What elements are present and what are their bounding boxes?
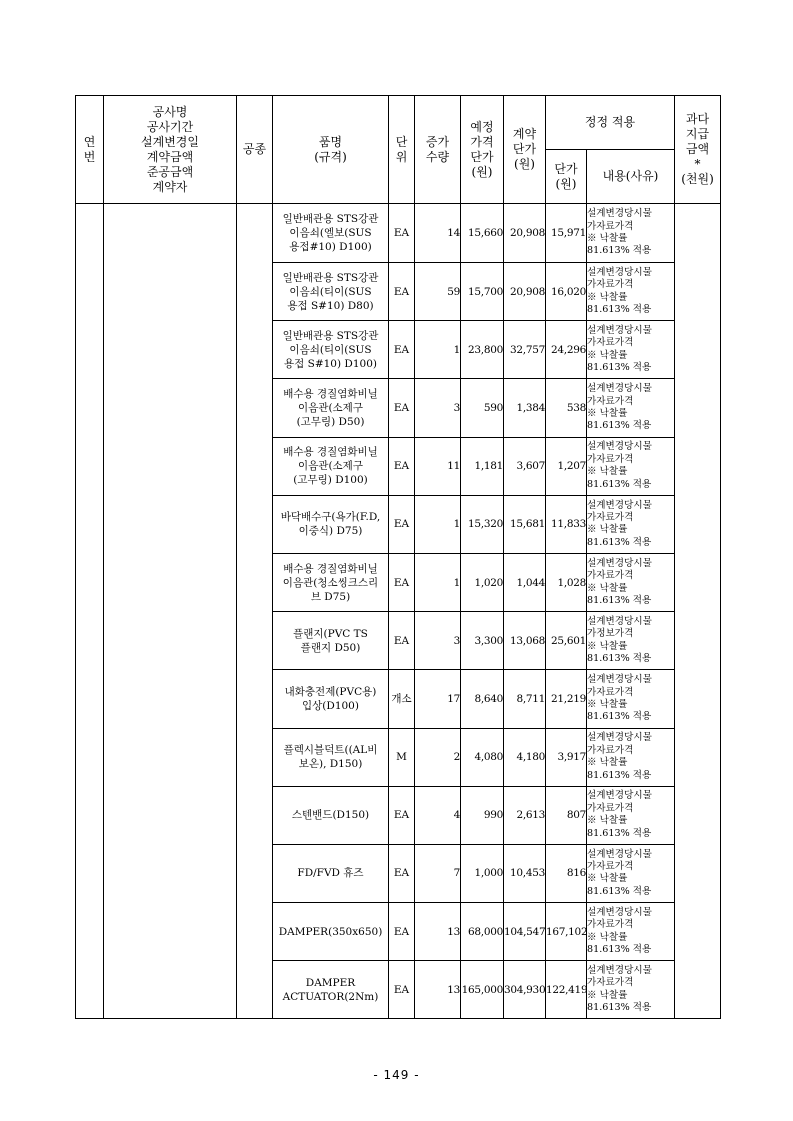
- cell-qty: 1: [415, 495, 461, 553]
- cell-adjusted-price: 122,419: [546, 961, 587, 1019]
- cell-item: 플랜지(PVC TS 플랜지 D50): [273, 612, 389, 670]
- cell-qty: 17: [415, 670, 461, 728]
- cell-item: 바닥배수구(욕가(F.D, 이중식) D75): [273, 495, 389, 553]
- cell-unit: EA: [389, 437, 415, 495]
- cell-qty: 14: [415, 204, 461, 263]
- cell-reason: 설계변경당시물 가자료가격 ※ 낙찰률 81.613% 적용: [587, 961, 675, 1019]
- cell-item: 배수용 경질염화비닐 이음관(청소씽크스리 브 D75): [273, 553, 389, 611]
- cell-est-price: 4,080: [461, 728, 504, 786]
- cell-unit: EA: [389, 786, 415, 844]
- page-number: - 149 -: [373, 1068, 420, 1082]
- cell-unit: EA: [389, 553, 415, 611]
- cell-unit: EA: [389, 495, 415, 553]
- cell-item: 배수용 경질염화비닐 이음관(소제구 (고무링) D100): [273, 437, 389, 495]
- cell-adjusted-price: 538: [546, 379, 587, 437]
- cell-reason: 설계변경당시물 가자료가격 ※ 낙찰률 81.613% 적용: [587, 670, 675, 728]
- header-item: 품명 (규격): [273, 96, 389, 204]
- cell-adjusted-price: 15,971: [546, 204, 587, 263]
- cell-reason: 설계변경당시물 가정보가격 ※ 낙찰률 81.613% 적용: [587, 612, 675, 670]
- cell-est-price: 8,640: [461, 670, 504, 728]
- header-work-type: 공종: [237, 96, 273, 204]
- cell-est-price: 23,800: [461, 321, 504, 379]
- cell-qty: 13: [415, 961, 461, 1019]
- cell-reason: 설계변경당시물 가자료가격 ※ 낙찰률 81.613% 적용: [587, 844, 675, 902]
- cell-unit: EA: [389, 612, 415, 670]
- cell-qty: 3: [415, 612, 461, 670]
- cell-contract-price: 32,757: [504, 321, 546, 379]
- cell-overpay: [675, 204, 721, 1019]
- cell-item: 내화충전제(PVC용) 입상(D100): [273, 670, 389, 728]
- cell-est-price: 1,181: [461, 437, 504, 495]
- cell-item: 스텐밴드(D150): [273, 786, 389, 844]
- cell-est-price: 15,320: [461, 495, 504, 553]
- cell-adjusted-price: 1,207: [546, 437, 587, 495]
- cell-contract-price: 2,613: [504, 786, 546, 844]
- header-adjust-unit-price: 단가 (원): [546, 150, 587, 204]
- header-est-unit-price: 예정 가격 단가 (원): [461, 96, 504, 204]
- cell-contract-price: 13,068: [504, 612, 546, 670]
- cell-unit: EA: [389, 263, 415, 321]
- cell-item: DAMPER(350x650): [273, 903, 389, 961]
- cell-qty: 59: [415, 263, 461, 321]
- cell-reason: 설계변경당시물 가자료가격 ※ 낙찰률 81.613% 적용: [587, 321, 675, 379]
- cell-qty: 4: [415, 786, 461, 844]
- cell-unit: EA: [389, 903, 415, 961]
- cell-unit: EA: [389, 961, 415, 1019]
- table-body: [76, 204, 721, 1019]
- header-no: 연 번: [76, 96, 104, 204]
- cell-qty: 3: [415, 379, 461, 437]
- header-unit: 단 위: [389, 96, 415, 204]
- cell-reason: 설계변경당시물 가자료가격 ※ 낙찰률 81.613% 적용: [587, 786, 675, 844]
- cell-qty: 1: [415, 553, 461, 611]
- cell-unit: EA: [389, 844, 415, 902]
- header-contract-unit-price: 계약 단가 (원): [504, 96, 546, 204]
- cell-qty: 1: [415, 321, 461, 379]
- header-overpay: 과다 지급 금액 * (천원): [675, 96, 721, 204]
- cell-contract-price: 20,908: [504, 263, 546, 321]
- cell-item: DAMPER ACTUATOR(2Nm): [273, 961, 389, 1019]
- cell-contract-price: 4,180: [504, 728, 546, 786]
- cell-no: [76, 204, 104, 1019]
- cell-est-price: 990: [461, 786, 504, 844]
- audit-table: [75, 95, 721, 1019]
- cell-est-price: 68,000: [461, 903, 504, 961]
- header-qty-increase: 증가 수량: [415, 96, 461, 204]
- cell-reason: 설계변경당시물 가자료가격 ※ 낙찰률 81.613% 적용: [587, 263, 675, 321]
- cell-est-price: 15,700: [461, 263, 504, 321]
- cell-est-price: 1,020: [461, 553, 504, 611]
- cell-est-price: 1,000: [461, 844, 504, 902]
- cell-contract-price: 304,930: [504, 961, 546, 1019]
- cell-contract-price: 10,453: [504, 844, 546, 902]
- cell-contract-price: 1,044: [504, 553, 546, 611]
- cell-contract-price: 15,681: [504, 495, 546, 553]
- cell-unit: EA: [389, 321, 415, 379]
- cell-unit: 개소: [389, 670, 415, 728]
- cell-adjusted-price: 11,833: [546, 495, 587, 553]
- header-project-info: 공사명 공사기간 설계변경일 계약금액 준공금액 계약자: [104, 96, 237, 204]
- cell-unit: M: [389, 728, 415, 786]
- cell-adjusted-price: 1,028: [546, 553, 587, 611]
- cell-qty: 7: [415, 844, 461, 902]
- cell-item: 배수용 경질염화비닐 이음관(소제구 (고무링) D50): [273, 379, 389, 437]
- cell-item: 일반배관용 STS강관 이음쇠(엘보(SUS 용접#10) D100): [273, 204, 389, 263]
- cell-est-price: 590: [461, 379, 504, 437]
- cell-contract-price: 104,547: [504, 903, 546, 961]
- cell-qty: 2: [415, 728, 461, 786]
- cell-contract-price: 1,384: [504, 379, 546, 437]
- cell-contract-price: 3,607: [504, 437, 546, 495]
- cell-reason: 설계변경당시물 가자료가격 ※ 낙찰률 81.613% 적용: [587, 204, 675, 263]
- header-adjust-reason: 내용(사유): [587, 150, 675, 204]
- cell-item: 일반배관용 STS강관 이음쇠(티이(SUS 용접 S#10) D100): [273, 321, 389, 379]
- cell-reason: 설계변경당시물 가자료가격 ※ 낙찰률 81.613% 적용: [587, 903, 675, 961]
- cell-qty: 11: [415, 437, 461, 495]
- cell-adjusted-price: 816: [546, 844, 587, 902]
- cell-contract-price: 20,908: [504, 204, 546, 263]
- cell-item: 플렉시블덕트((AL비 보온), D150): [273, 728, 389, 786]
- cell-project-info: [104, 204, 237, 1019]
- cell-est-price: 15,660: [461, 204, 504, 263]
- cell-reason: 설계변경당시물 가자료가격 ※ 낙찰률 81.613% 적용: [587, 437, 675, 495]
- cell-adjusted-price: 16,020: [546, 263, 587, 321]
- cell-reason: 설계변경당시물 가자료가격 ※ 낙찰률 81.613% 적용: [587, 379, 675, 437]
- cell-adjusted-price: 24,296: [546, 321, 587, 379]
- cell-reason: 설계변경당시물 가자료가격 ※ 낙찰률 81.613% 적용: [587, 495, 675, 553]
- cell-contract-price: 8,711: [504, 670, 546, 728]
- cell-reason: 설계변경당시물 가자료가격 ※ 낙찰률 81.613% 적용: [587, 553, 675, 611]
- table-row: [76, 204, 721, 263]
- cell-qty: 13: [415, 903, 461, 961]
- cell-est-price: 3,300: [461, 612, 504, 670]
- cell-adjusted-price: 25,601: [546, 612, 587, 670]
- cell-unit: EA: [389, 379, 415, 437]
- header-adjust-group: 정정 적용: [546, 96, 675, 150]
- cell-adjusted-price: 807: [546, 786, 587, 844]
- cell-item: FD/FVD 휴즈: [273, 844, 389, 902]
- cell-adjusted-price: 167,102: [546, 903, 587, 961]
- cell-work-type: [237, 204, 273, 1019]
- cell-adjusted-price: 3,917: [546, 728, 587, 786]
- cell-reason: 설계변경당시물 가자료가격 ※ 낙찰률 81.613% 적용: [587, 728, 675, 786]
- cell-est-price: 165,000: [461, 961, 504, 1019]
- cell-item: 일반배관용 STS강관 이음쇠(티이(SUS 용접 S#10) D80): [273, 263, 389, 321]
- table-header: [76, 96, 721, 204]
- cell-adjusted-price: 21,219: [546, 670, 587, 728]
- cell-unit: EA: [389, 204, 415, 263]
